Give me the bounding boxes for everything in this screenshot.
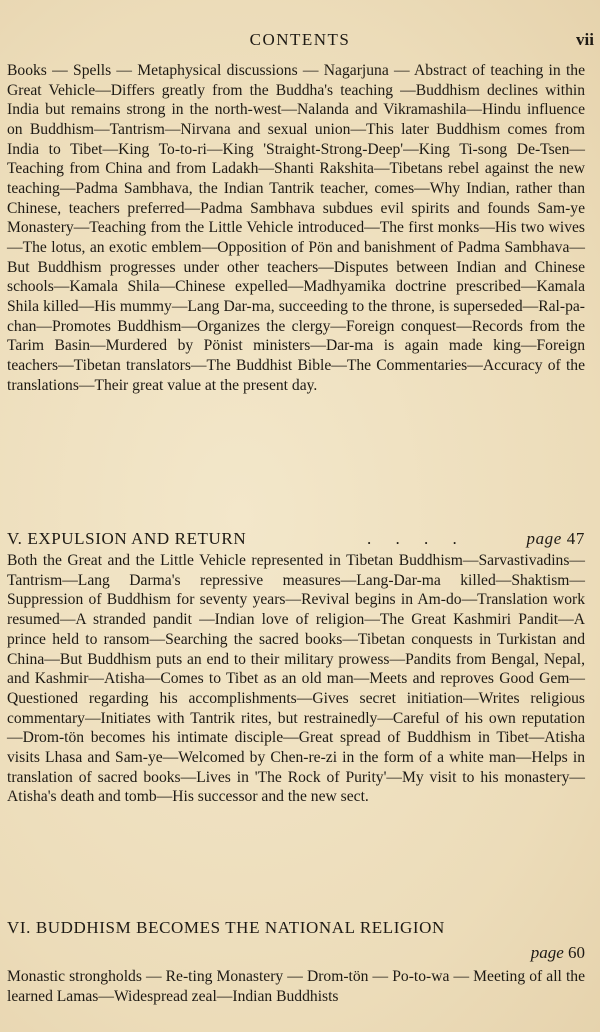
section-iv-summary: Books — Spells — Metaphysical discussions — Nagarjuna — Abstract of teaching in the Great Vehicle—Differs greatly from the Buddha's teaching —Buddhism declines within India but remains strong in the north-west—Nalanda and Vikramashila—Hindu influence on Buddhism—Tantrism—Nirvana and sexual union—This later Buddhism comes from India to Tibet—King To-to-ri—King 'Straight-Strong-Deep'—King Ti-song De-Tsen—Teaching from China and from Ladakh—Shanti Rakshita—Tibetans rebel against the new teaching—Padma Sambhava, the Indian Tantrik teacher, comes—Why Indian, rather than Chinese, teachers preferred—Padma Sambhava subdues evil spirits and founds Sam-ye Monastery—Teaching from the Little Vehicle introduced—The first monks—His two wives—The lotus, an exotic emblem—Opposition of Pön and banishment of Padma Sambhava—But Buddhism progresses under other teachers—Disputes between Indian and Chinese schools—Kamala Shila—Chinese expelled—Madhyamika doctrine prescribed—Kamala Shila killed—His mummy—Lang Dar-ma, succeeding to the throne, is superseded—Ral-pa-chan—Promotes Buddhism—Organizes the clergy—Foreign conquest—Records from the Tarim Basin—Murdered by Pönist ministers—Dar-ma is again made king—Foreign teachers—Tibetan translators—The Buddhist Bible—The Commentaries—Accuracy of the translations—Their great value at the present day. [7, 62, 585, 394]
section-vi-title: VI. BUDDHISM BECOMES THE NATIONAL RELIGION [7, 918, 445, 937]
section-v-summary: Both the Great and the Little Vehicle represented in Tibetan Buddhism—Sarvastivadins—Tantrism—Lang Darma's repressive measures—Lang-Dar-ma killed—Shaktism—Suppression of Buddhism for seventy years—Revival begins in Am-do—Translation work resumed—A stranded pandit —Indian love of religion—The Great Kashmiri Pandit—A prince held to ransom—Searching the sacred books—Tibetan conquests in Turkistan and China—But Buddhism puts an end to their military prowess—Pandits from Bengal, Nepal, and Kashmir—Atisha—Comes to Tibet as an old man—Meets and reproves Good Gem—Questioned regarding his accomplishments—Gives secret initiation—Writes religious commentary—Initiates with Tantrik rites, but restrainedly—Careful of his own reputation —Drom-tön becomes his intimate disciple—Great spread of Buddhism in Tibet—Atisha visits Lhasa and Sam-ye—Welcomed by Chen-re-zi in the form of a white man—Helps in translation of sacred books—Lives in 'The Rock of Purity'—My visit to his monastery—Atisha's death and tomb—His successor and the new sect. [7, 552, 585, 806]
section-v-leader-dots: . . . . [367, 529, 467, 548]
page-number: vii [576, 30, 594, 49]
running-header [0, 30, 600, 52]
section-vi-page-label: page [530, 943, 564, 962]
section-v-heading [7, 529, 585, 551]
section-vi-summary: Monastic strongholds — Re-ting Monastery — Drom-tön — Po-to-wa — Meeting of all the learned Lamas—Widespread zeal—Indian Buddhists [7, 968, 585, 1005]
section-vi-page-ref [531, 943, 585, 963]
running-title: CONTENTS [249, 30, 351, 49]
section-v-page-number: 47 [566, 529, 585, 548]
section-v-title: V. EXPULSION AND RETURN [7, 529, 247, 548]
section-vi-page-number: 60 [568, 943, 585, 962]
section-v-page-label: page [526, 529, 562, 548]
section-v-page-ref [526, 529, 585, 549]
section-vi-heading [7, 918, 585, 940]
